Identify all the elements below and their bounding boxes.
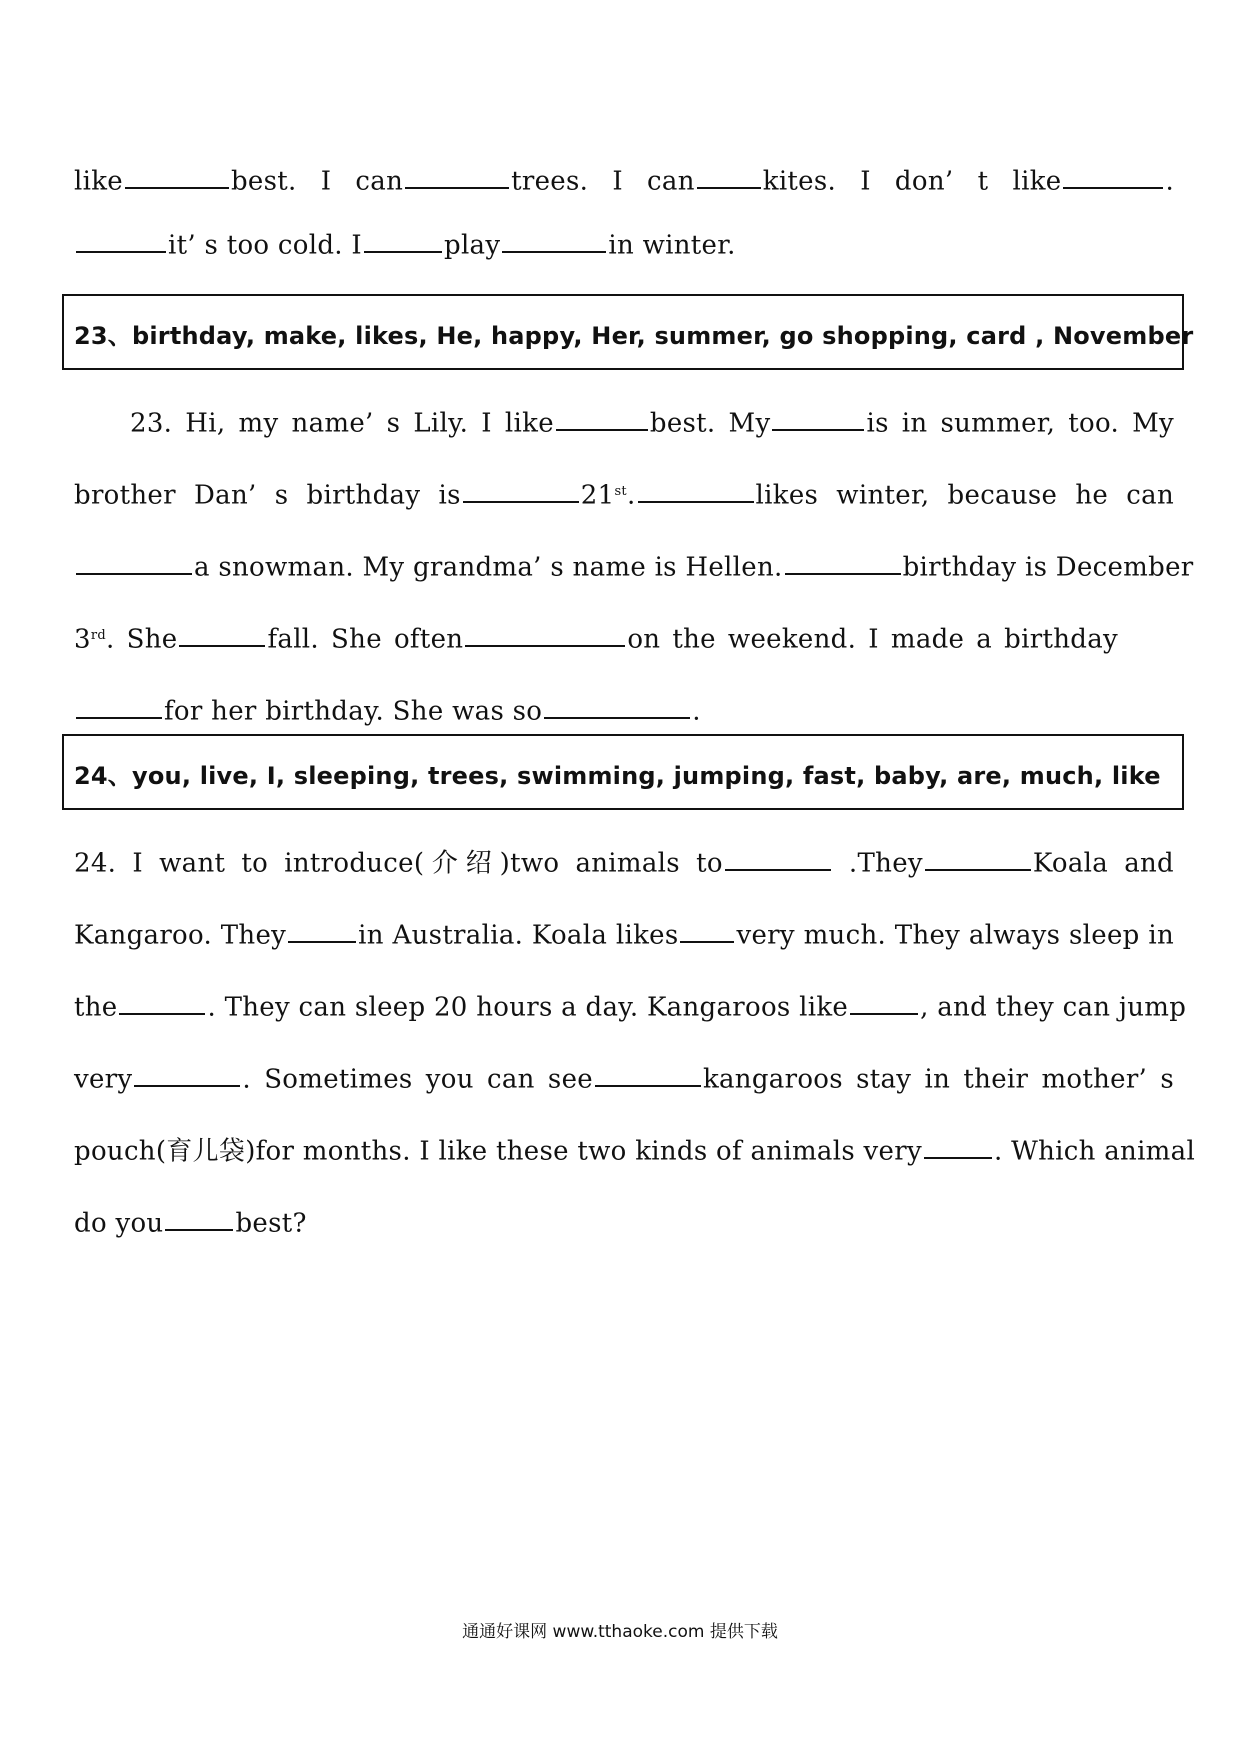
answer-blank[interactable]	[364, 224, 442, 253]
passage24-line4: very . Sometimes you can see kangaroos stay in their mother’ s	[74, 1058, 1174, 1099]
answer-blank[interactable]	[680, 914, 734, 943]
answer-blank[interactable]	[119, 986, 205, 1015]
passage24-line1: 24. I want to introduce(介绍)two animals to .They Koala and	[74, 842, 1174, 883]
passage22-line2: it’ s too cold. I play in winter.	[74, 224, 1174, 265]
answer-blank[interactable]	[725, 842, 831, 871]
answer-blank[interactable]	[165, 1202, 233, 1231]
answer-blank[interactable]	[76, 690, 162, 719]
word-bank-23-text: 23、birthday, make, likes, He, happy, Her, summer, go shopping, card , November	[74, 322, 1194, 350]
answer-blank[interactable]	[288, 914, 356, 943]
answer-blank[interactable]	[638, 474, 754, 503]
answer-blank[interactable]	[465, 618, 625, 647]
answer-blank[interactable]	[76, 546, 192, 575]
answer-blank[interactable]	[463, 474, 579, 503]
passage24-line2: Kangaroo. They in Australia. Koala likes very much. They always sleep in	[74, 914, 1174, 955]
passage23-line2: brother Dan’ s birthday is 21st. likes winter, because he can	[74, 474, 1174, 515]
answer-blank[interactable]	[179, 618, 265, 647]
answer-blank[interactable]	[850, 986, 918, 1015]
passage22-line1: like best. I can trees. I can kites. I don’ t like .	[74, 160, 1174, 201]
answer-blank[interactable]	[1063, 160, 1163, 189]
passage23-line4: 3rd. She fall. She often on the weekend. I made a birthday	[74, 618, 1118, 659]
passage23-line5: for her birthday. She was so .	[74, 690, 1174, 731]
answer-blank[interactable]	[544, 690, 690, 719]
answer-blank[interactable]	[76, 224, 166, 253]
page-footer: 通通好课网 www.tthaoke.com 提供下载	[462, 1622, 778, 1642]
answer-blank[interactable]	[405, 160, 509, 189]
answer-blank[interactable]	[134, 1058, 240, 1087]
passage24-line5: pouch(育儿袋)for months. I like these two kinds of animals very . Which animal	[74, 1130, 1174, 1171]
answer-blank[interactable]	[125, 160, 229, 189]
answer-blank[interactable]	[502, 224, 606, 253]
word-bank-23	[62, 294, 1194, 370]
answer-blank[interactable]	[556, 402, 648, 431]
answer-blank[interactable]	[595, 1058, 701, 1087]
passage24-line6: do you best?	[74, 1202, 1174, 1243]
answer-blank[interactable]	[785, 546, 901, 575]
passage24-line3: the . They can sleep 20 hours a day. Kangaroos like , and they can jump	[74, 986, 1174, 1027]
word-bank-24	[62, 734, 1184, 810]
passage23-line3: a snowman. My grandma’ s name is Hellen. birthday is December	[74, 546, 1174, 587]
passage23-line1: 23. Hi, my name’ s Lily. I like best. My is in summer, too. My	[130, 402, 1174, 443]
answer-blank[interactable]	[924, 1130, 992, 1159]
answer-blank[interactable]	[925, 842, 1031, 871]
word-bank-24-text: 24、you, live, I, sleeping, trees, swimming, jumping, fast, baby, are, much, like	[74, 762, 1161, 790]
answer-blank[interactable]	[697, 160, 761, 189]
answer-blank[interactable]	[772, 402, 864, 431]
